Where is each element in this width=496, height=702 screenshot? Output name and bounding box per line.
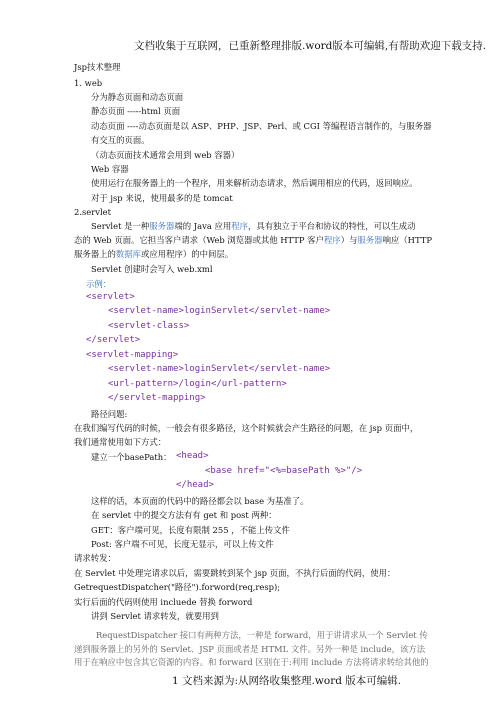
path-note: 这样的话，本页面的代码中的路径都会以 base 为基准了。 bbox=[91, 496, 309, 506]
servlet-desc-line-2 bbox=[74, 234, 432, 246]
head-close-tag: </head> bbox=[176, 480, 214, 490]
head-open-tag: <head> bbox=[176, 451, 209, 461]
link-program[interactable]: 程序 bbox=[231, 221, 248, 231]
web-line: Web 容器 bbox=[91, 164, 129, 174]
method-post: Post: 客户端不可见，长度无显示，可以上传文件 bbox=[91, 539, 274, 549]
forward-line-1: 在 Servlet 中处理完请求以后，需要跳转到某个 jsp 页面，不执行后面的代码，使用： bbox=[74, 568, 396, 578]
methods-intro: 在 servlet 中的提交方法有有 get 和 post 两种： bbox=[91, 510, 277, 520]
page-footer: 1 文档来源为:从网络收集整理.word 版本可编辑. bbox=[172, 675, 402, 687]
web-line: 动态页面 ----动态页面是以 ASP、PHP、JSP、Perl、或 CGI 等编程语言制作的，与服务器 bbox=[91, 121, 432, 131]
xml-line: <servlet-name>loginServlet</servlet-name> bbox=[108, 306, 331, 316]
servlet-desc-line-3 bbox=[74, 248, 233, 260]
path-line-2: 我们通常使用如下方式： bbox=[74, 437, 167, 447]
text: ，具有独立于平台和协议的特性，可以生成动 bbox=[248, 221, 416, 231]
xml-line: <servlet-class> bbox=[108, 321, 190, 331]
text: 服务器上的 bbox=[74, 249, 116, 259]
text: 响应（HTTP bbox=[382, 235, 432, 245]
xml-line: <servlet-name>loginServlet</servlet-name> bbox=[108, 364, 331, 374]
path-title: 路径问题: bbox=[91, 409, 128, 419]
xml-line: </servlet> bbox=[86, 335, 141, 345]
xml-line: </servlet-mapping> bbox=[108, 393, 206, 403]
forward-line-3: 实行后面的代码则使用 incluede 替换 forword bbox=[74, 597, 253, 607]
text: ）与 bbox=[340, 235, 358, 245]
example-label: 示例： bbox=[86, 279, 112, 289]
forward-title: 请求转发： bbox=[74, 553, 116, 563]
text: Servlet 是一种 bbox=[91, 221, 150, 231]
servlet-desc-line-1 bbox=[91, 220, 416, 232]
basepath-label: 建立一个basePath： bbox=[91, 452, 172, 462]
web-line: （动态页面技术通常会用到 web 容器） bbox=[91, 150, 240, 160]
web-line: 有交互的页面。 bbox=[91, 135, 150, 145]
page-header: 文档收集于互联网，已重新整理排版.word版本可编辑,有帮助欢迎下载支持. bbox=[134, 40, 487, 52]
text: 端的 Java 应用 bbox=[174, 221, 232, 231]
xml-line: <servlet-mapping> bbox=[86, 350, 179, 360]
link-server[interactable]: 服务器 bbox=[357, 235, 383, 245]
forward-paragraph: RequestDispatcher 接口有两种方法，一种是 forward，用于讲请求从一个 Servlet 传递到服务器上的另外的 Servlet、JSP 页面或者是 HTML 文件。另外一种是 include，该方法用于在响应中包含其它资源的内容。和 forward 区别在于:利用 include 方法将请求转给其他的 bbox=[74, 630, 429, 667]
web-line: 对于 jsp 来说，使用最多的是 tomcat bbox=[91, 193, 233, 203]
text: 态的 Web 页面。它担当客户请求（Web 浏览器或其他 HTTP 客户 bbox=[74, 235, 324, 245]
section-servlet-heading: 2.servlet bbox=[74, 207, 111, 217]
method-get: GET：客户端可见，长度有限制 255 ，不能上传文件 bbox=[91, 525, 290, 535]
web-line: 分为静态页面和动态页面 bbox=[91, 92, 184, 102]
link-program[interactable]: 程序 bbox=[323, 235, 341, 245]
xml-line: <url-pattern>/login</url-pattern> bbox=[108, 379, 287, 389]
xml-line: <servlet> bbox=[86, 292, 135, 302]
section-web-heading: 1. web bbox=[74, 78, 103, 88]
forward-line-2: GetrequestDispatcher("路径").forword(req,resp); bbox=[74, 582, 281, 592]
path-line-1: 在我们编写代码的时候，一般会有很多路径，这个时候就会产生路径的问题，在 jsp 页面中， bbox=[74, 423, 419, 433]
doc-title: Jsp技术整理 bbox=[74, 62, 121, 72]
servlet-create-note: Servlet 创建时会写入 web.xml bbox=[91, 264, 213, 274]
web-line: 使用运行在服务器上的一个程序，用来解析动态请求，然后调用相应的代码，返回响应。 bbox=[91, 178, 418, 188]
text: 或应用程序）的中间层。 bbox=[141, 249, 234, 259]
base-tag: <base href="<%=basePath %>"/> bbox=[205, 466, 363, 476]
web-line: 静态页面 -----html 页面 bbox=[91, 106, 181, 116]
link-database[interactable]: 数据库 bbox=[115, 249, 141, 259]
link-server[interactable]: 服务器 bbox=[149, 221, 175, 231]
forward-line-4: 讲到 Servlet 请求转发，就要用到 bbox=[91, 611, 219, 621]
